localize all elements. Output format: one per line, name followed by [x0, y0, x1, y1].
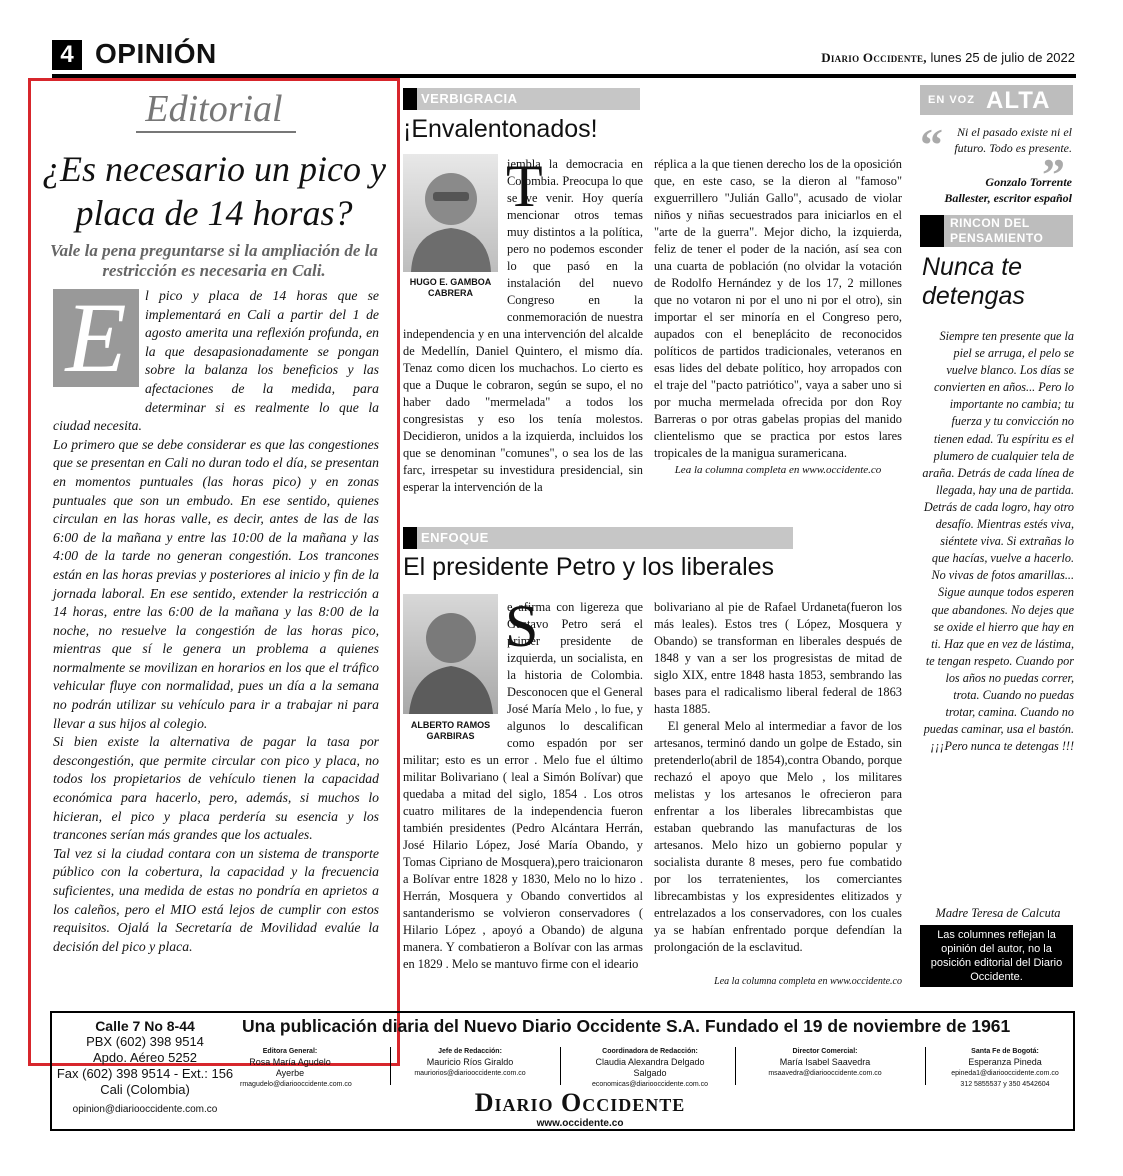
- footer-brand-logo: Diario Occidente: [474, 1088, 686, 1117]
- editorial-subhead: Vale la pena preguntarse si la ampliación de la restricción es necesaria en Cali.: [50, 241, 378, 280]
- enfoque-paragraph: bolivariano al pie de Rafael Urdaneta(fueron los más leales). Estos tres ( López, Mosquera y Obando) se transforman en liberales después de 1848 y van a ser los progresistas de mitad de siglo XIX, entre 1848 hasta 1853, sembrando las bases para el radicalismo liberal federal de 1863 hasta 1885.: [654, 600, 902, 716]
- staff-role: Jefe de Redacción:: [438, 1048, 502, 1055]
- staff-name: Claudia Alexandra Delgado Salgado: [595, 1057, 705, 1078]
- footer-street: Calle 7 No 8-44: [95, 1018, 195, 1034]
- voz-author-line: Ballester, escritor español: [944, 191, 1072, 205]
- editorial-paragraph: Si bien existe la alternativa de pagar la tasa por descongestión, que permite circular con pico y placa, no todos los propietarios de vehículo tienen la capacidad económica para hacerlo, pero, además, si muchos lo hicieran, el pico y placa perdería su esencia y los trancones serían más grandes que los actuales.: [53, 734, 379, 843]
- editorial-column[interactable]: [28, 78, 400, 1066]
- enfoque-author: ALBERTO RAMOS GARBIRAS: [410, 720, 491, 741]
- issue-date: lunes 25 de julio de 2022: [930, 50, 1075, 65]
- poem-title: Nunca te detengas: [922, 253, 1025, 310]
- publication-name: Diario Occidente,: [821, 50, 927, 65]
- footer-url[interactable]: www.occidente.co: [536, 1118, 624, 1129]
- voz-alta-quote: Ni el pasado existe ni el futuro. Todo es presente.: [954, 125, 1072, 155]
- editorial-paragraph: l pico y placa de 14 horas que se implementará en Cali a partir del 1 de agosto amerita una reflexión profunda, en la que desapasionadamente se pongan sobre la balanza los beneficios y las afectaciones de la medida, para determinar si es realmente lo que la ciudad necesita.: [53, 288, 379, 434]
- poem-author: Madre Teresa de Calcuta: [935, 906, 1061, 920]
- footer-address: [55, 1018, 235, 1098]
- staff-role: Coordinadora de Redacción:: [602, 1048, 698, 1055]
- verbigracia-author: HUGO E. GAMBOA CABRERA: [409, 277, 492, 298]
- enfoque-read-more[interactable]: Lea la columna completa en www.occidente.co: [714, 976, 902, 987]
- staff-jefe: [410, 1046, 530, 1079]
- header-dateline: [821, 50, 1075, 66]
- footer-city: Cali (Colombia): [100, 1082, 190, 1097]
- editorial-paragraph: Tal vez si la ciudad contara con un sistema de transporte público con la cobertura, la capacidad y la frecuencia suficientes, una medida de estas no pondría en aprietos a los caleños, pero el MIO está lejos de cumplir con estos requisitos. Ojalá la Secretaría de Movilidad evalúe la decisión del pico y placa.: [53, 845, 379, 954]
- staff-divider: [925, 1047, 926, 1085]
- editorial-kicker-underline: [136, 131, 296, 133]
- editorial-kicker: Editorial: [145, 88, 283, 130]
- enfoque-label: ENFOQUE: [421, 530, 489, 545]
- footer-email[interactable]: opinion@diariooccidente.com.co: [72, 1104, 218, 1115]
- verbigracia-dropcap: T: [506, 153, 543, 219]
- rincon-section-bar: [920, 215, 1073, 247]
- staff-editora: [240, 1046, 352, 1090]
- staff-divider: [560, 1047, 561, 1085]
- enfoque-dropcap: S: [505, 593, 539, 659]
- enfoque-column-2: [654, 599, 902, 956]
- verbigracia-column-2: réplica a la que tienen derecho los de la oposición que, en este caso, se la dieron al "famoso" exguerrillero "Julián Gallo", acusado de violar niños y niñas secuestrados para iniciarlos en el "arte de la guerra". Mejor dicho, la izquierda, feliz de tener el poder de la nación, así sea con una cuarta de población (no olvidar la votación de Rodolfo Hernández y de los 17, 2 millones que no votaron ni por el uno ni por el otro), sin importar el ser minoría en el Congreso pero, aupados con el beneplácito de reconocidos políticos de partidos tradicionales, veteranos en esas lides del debate político, hoy arropados con el traje del "pacto patriótico", vaya a saber uno si por mucha mermelada ofrecida por don Roy Barreras o por otras gabelas propias del manido clientelismo que se practica por estos lares tropicales de la manigua suramericana.: [654, 157, 902, 460]
- footer-pbx: PBX (602) 398 9514: [86, 1034, 204, 1049]
- voz-author-line: Gonzalo Torrente: [985, 175, 1072, 189]
- staff-divider: [390, 1047, 391, 1085]
- staff-name: Mauricio Ríos Giraldo: [426, 1057, 514, 1067]
- staff-comercial: [755, 1046, 895, 1079]
- staff-role: Director Comercial:: [792, 1048, 858, 1055]
- alta-label: ALTA: [986, 87, 1051, 114]
- editorial-paragraph: Lo primero que se debe considerar es que las congestiones que se presentan en Cali no duran todo el día, se presentan en momentos puntuales (las horas pico) y en zonas puntuales que son un embudo. En ese sentido, quienes circulan en las horas valle, es decir, antes de las de las 6:00 de la mañana y entre las 10:00 de la mañana y las 4:00 de la tarde no generan congestión. Los trancones están en las horas previas y posteriores al inicio y fin de la jornada laboral. En ese sentido, extender la restricción a 14 horas, entre las 6:00 de la mañana y las 8:00 de la noche, no resuelve la congestión de las horas pico, mientras que sí le genera un problema a quienes normalmente se movilizan en horarios en los que el tráfico vehicular fluye con normalidad, pues un día a la semana no podrán utilizar su vehículo para ir a trabajar ni para llevar a sus hijos al colegio.: [53, 436, 379, 731]
- en-voz-alta-bar: [920, 85, 1073, 115]
- poem-text: Siempre ten presente que la piel se arruga, el pelo se vuelve blanco. Los días se convierten en años... Pero lo importante no cambia; tu fuerza y tu convicción no tienen edad. Tu espíritu es el plumero de cualquier tela de araña. Detrás de cada línea de llegada, hay una de partida. Detrás de cada logro, hay otro desafío. Mientras estés viva, siéntete viva. Si extrañas lo que hacías, vuelve a hacerlo. No vivas de fotos amarillas... Sigue aunque todos esperen que abandones. No dejes que se oxide el hierro que hay en ti. Haz que en vez de lástima, te tengan respeto. Cuando por los años no puedas correr, trota. Cuando no puedas trotar, camina. Cuando no puedas caminar, usa el bastón. ¡¡¡Pero nunca te detengas !!!: [922, 329, 1074, 754]
- rincon-label: RINCON DEL PENSAMIENTO: [950, 216, 1044, 245]
- footer-tagline: Una publicación diaria del Nuevo Diario Occidente S.A. Fundado el 19 de noviembre de 1961: [242, 1016, 1011, 1036]
- staff-email[interactable]: economicas@diariooccidente.com.co: [591, 1081, 709, 1088]
- verbigracia-read-more[interactable]: Lea la columna completa en www.occidente.co: [674, 464, 882, 476]
- verbigracia-section-bar: [403, 88, 640, 110]
- section-title: OPINIÓN: [95, 38, 217, 69]
- staff-role: Santa Fe de Bogotá:: [971, 1048, 1039, 1055]
- footer-apdo: Apdo. Aéreo 5252: [92, 1050, 198, 1065]
- verbigracia-title: ¡Envalentonados!: [403, 115, 598, 143]
- staff-name: Esperanza Pineda: [968, 1057, 1042, 1067]
- editorial-headline: ¿Es necesario un pico y placa de 14 horas?: [42, 149, 386, 233]
- staff-email[interactable]: mauriorios@diariooccidente.com.co: [414, 1070, 526, 1077]
- quote-close-icon: ”: [1042, 149, 1065, 200]
- page-number: 4: [52, 40, 82, 70]
- enfoque-text-1: e afirma con ligereza que Gustavo Petro será el primer presidente de izquierda, un socialista, en la historia de Colombia. Desconocen que el General José María Melo , lo fue, y algunos lo descalifican como espadón por ser militar; esto es un error . Melo fue el último militar Bolivariano ( leal a Simón Bolívar) que quedaba a mitad del siglo, 1854 . Los otros cuatro militares de la independencia fueron también presidentes (Pedro Alcántara Herrán, José Hilario López, José María Obando, y Tomas Cipriano de Mosquera),pero traicionaron a Bolívar entre 1828 y 1830, Melo no lo hizo . Herrán, Mosquera y Obando convertidos al santanderismo se volvieron conservadores ( Hilario López , apoyó a Obando) de alguna manera. Y combatieron a Bolívar con las armas en 1829 . Melo se mantuvo firme con el ideario: [403, 600, 643, 971]
- staff-email[interactable]: epineda1@diariooccidente.com.co 312 5855537 y 350 4542604: [951, 1070, 1059, 1088]
- verbigracia-text-1: iembla la democracia en Colombia. Preocupa lo que se ve venir. Hoy quería mencionar otros temas muy distintos a la política, pero no podemos esconder lo que pasó en la instalación del nuevo Congreso en la conmemoración de nuestra independencia y en una intervención del alcalde de Medellín, Daniel Quintero, el mismo día. Tenaz como dicen los muchachos. Lo cierto es que a Duque le cobraron, según se supo, el no haber dado "mermelada" a todos los congresistas y eso los tenía molestos. Decidieron, unidos a la izquierda, incluidos los que se denominan "comunes", o sea los de las farc, irrespetar su investidura presidencial, sin esperar la intervención de la: [403, 157, 643, 494]
- staff-coordinadora: [580, 1046, 720, 1090]
- enfoque-title: El presidente Petro y los liberales: [403, 553, 775, 581]
- staff-role: Editora General:: [262, 1048, 318, 1055]
- en-voz-label: EN VOZ: [928, 94, 975, 106]
- staff-name: Rosa María Agudelo Ayerbe: [249, 1057, 331, 1078]
- footer-fax: Fax (602) 398 9514 - Ext.: 156: [56, 1066, 234, 1081]
- staff-email[interactable]: msaavedra@diariooccidente.com.co: [768, 1070, 882, 1077]
- opinion-disclaimer: Las columnes reflejan la opinión del autor, no la posición editorial del Diario Occidente.: [920, 925, 1073, 987]
- staff-divider: [735, 1047, 736, 1085]
- staff-name: María Isabel Saavedra: [779, 1057, 871, 1067]
- quote-open-icon: “: [920, 119, 943, 170]
- enfoque-section-bar: [403, 527, 793, 549]
- verbigracia-label: VERBIGRACIA: [421, 91, 518, 106]
- staff-email[interactable]: rmagudelo@diariooccidente.com.co: [240, 1081, 352, 1088]
- staff-bogota: [945, 1046, 1065, 1090]
- voz-alta-author: [920, 174, 1072, 206]
- editorial-dropcap: E: [53, 289, 139, 387]
- enfoque-paragraph: El general Melo al intermediar a favor de los artesanos, terminó dando un golpe de Estado, sin pretenderlo(abril de 1854),contra Obando, porque rechazó el apoyo que Melo , los militares melistas y los artesanos le ofrecieron para enfrentar a los liberales librecambistas que estaban quebrando las manufacturas de los artesanos. Melo hizo un gobierno popular y socialista durante 8 meses, pero fue combatido por los terratenientes, los comerciantes librecambistas y los expresidentes elitizados y entrelazados a los conservadores, con los cuales ya se habían enfrentado porque defendían la prolongación de la esclavitud.: [654, 719, 902, 954]
